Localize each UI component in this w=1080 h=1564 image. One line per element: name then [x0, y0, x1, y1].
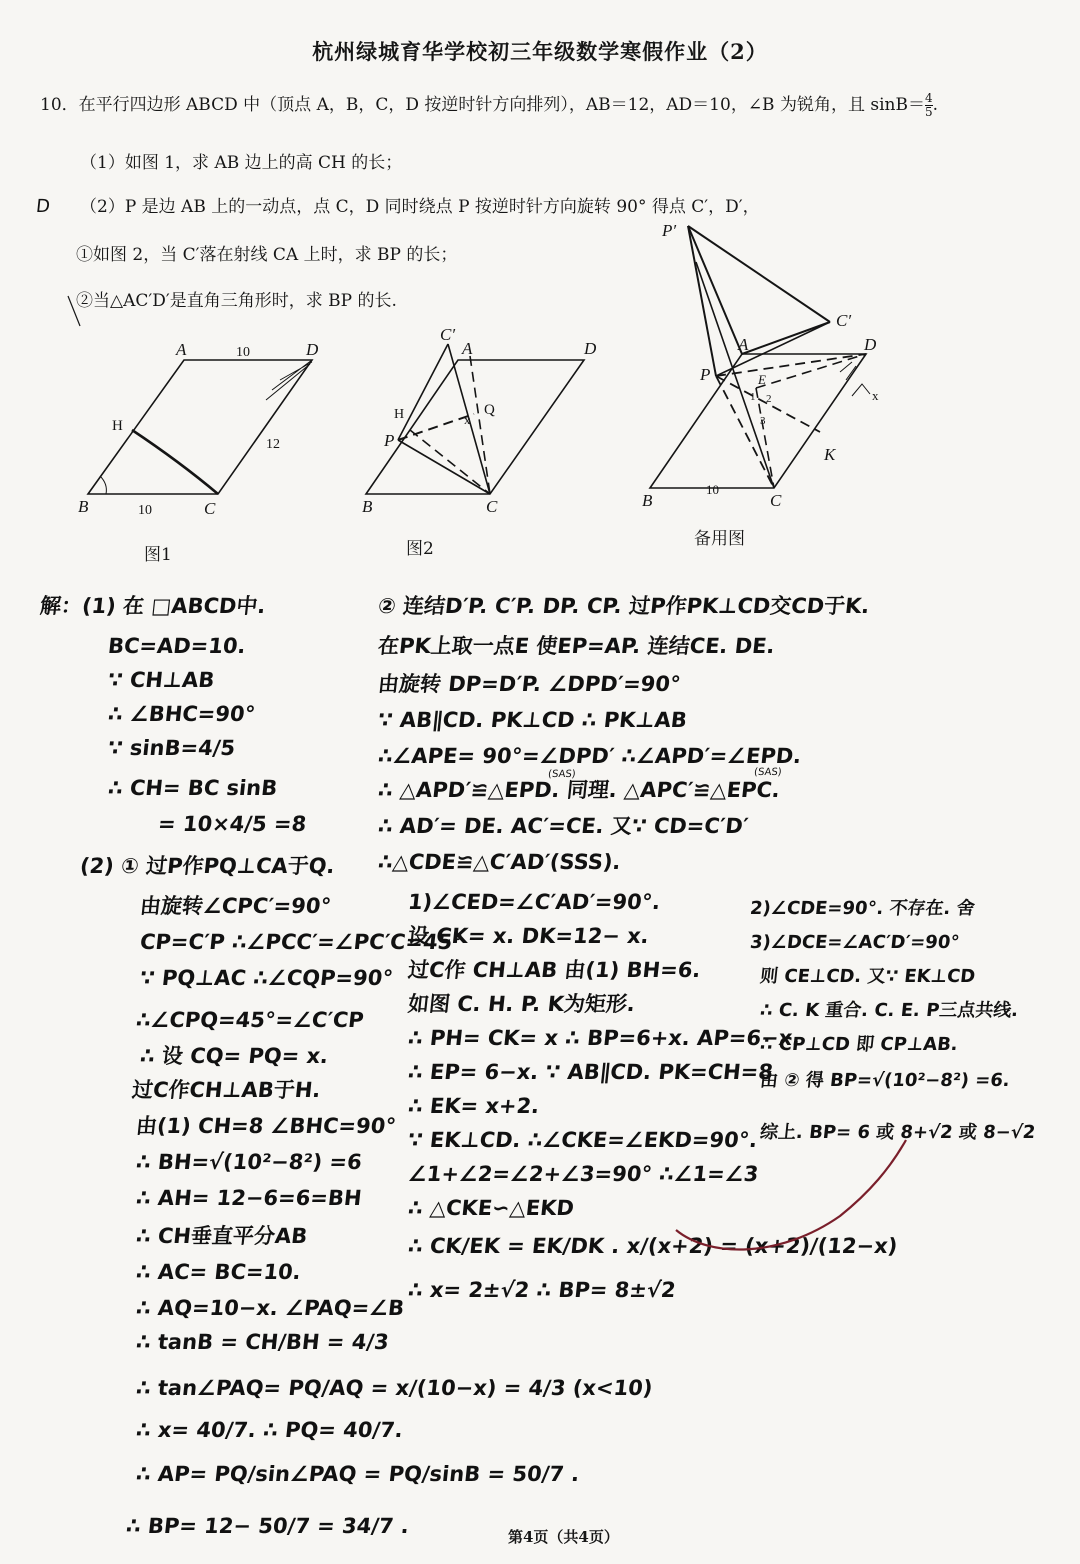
fig3-label-d: D	[864, 335, 877, 354]
sol1-line-2: ∵ CH⊥AB	[106, 668, 216, 692]
fig1-mark-bottom: 10	[138, 503, 152, 518]
fig2-label-c: C	[486, 497, 498, 516]
sol1-line-19: ∴ AQ=10−x. ∠PAQ=∠B	[134, 1296, 406, 1320]
margin-stroke	[68, 296, 80, 326]
fig2-mark-q: Q	[484, 402, 495, 418]
sol2-line-11: 如图 C. H. P. K为矩形.	[406, 992, 637, 1016]
sol2-line-12: ∴ PH= CK= x ∴ BP=6+x. AP=6−x.	[406, 1026, 802, 1050]
fig3-label-p1: P′	[662, 221, 677, 240]
sol2-line-13: ∴ EP= 6−x. ∵ AB∥CD. PK=CH=8	[406, 1060, 775, 1084]
sin-fraction: $\frac{4}{5}$	[924, 91, 933, 119]
sol2-line-6: ∴ AD′= DE. AC′=CE. 又∵ CD=C′D′	[376, 814, 750, 838]
page-title: 杭州绿城育华学校初三年级数学寒假作业（2）	[312, 39, 768, 64]
sol1-line-18: ∴ AC= BC=10.	[134, 1260, 303, 1284]
fig3-mark-bottom: 10	[706, 482, 719, 497]
fig2-parallelogram	[366, 360, 584, 494]
problem-sub-1: ①如图 2，当 C′落在射线 CA 上时，求 BP 的长；	[76, 245, 458, 265]
sol1-line-5: ∴ CH= BC sinB	[106, 776, 279, 800]
fig3-mark-right: x	[872, 388, 879, 403]
sol1-line-6: = 10×4/5 =8	[156, 812, 308, 836]
sol2-line-5: ∴ △APD′≌△EPD. 同理. △APC′≌△EPC.	[376, 778, 782, 802]
sol1-line-21: ∴ tan∠PAQ= PQ/AQ = x/(10−x) = 4/3 (x<10)	[134, 1376, 654, 1400]
sol2-line-8: 1)∠CED=∠C′AD′=90°.	[406, 890, 662, 914]
sol3-line-5: 由 ② 得 BP=√(10²−8²) =6.	[758, 1070, 1011, 1091]
sol2-line-1: 在PK上取一点E 使EP=AP. 连结CE. DE.	[376, 634, 776, 658]
problem-text: 10．在平行四边形 ABCD 中（顶点 A，B，C，D 按逆时针方向排列），AB＝12，AD＝10，∠B 为锐角，且 sinB＝	[40, 95, 925, 115]
fig3-label-k: K	[824, 445, 836, 464]
fig2-line-c1p	[398, 344, 448, 440]
fig1-label-a: A	[176, 340, 187, 359]
fig2-mark-h: H	[394, 407, 405, 422]
sol2-line-4: ∴∠APE= 90°=∠DPD′ ∴∠APD′=∠EPD.	[376, 744, 803, 768]
fig3-label-c: C	[770, 491, 782, 510]
fig2-mark-x: x	[464, 412, 471, 427]
sol2-line-10: 过C作 CH⊥AB 由(1) BH=6.	[406, 958, 702, 982]
sol2-small-mark-1: (SAS)	[547, 769, 577, 780]
fig3-label-a: A	[738, 335, 749, 354]
sol1-line-3: ∴ ∠BHC=90°	[106, 702, 257, 726]
sol3-line-4: ∴ CP⊥CD 即 CP⊥AB.	[758, 1034, 959, 1055]
sol1-line-16: ∴ AH= 12−6=6=BH	[134, 1186, 363, 1210]
fig1-mark-right: 12	[266, 437, 280, 452]
figures-svg	[0, 0, 1080, 580]
sol1-line-10: ∵ PQ⊥AC ∴∠CQP=90°	[138, 966, 395, 990]
fig2-label-a: A	[462, 339, 473, 358]
sol1-line-24: ∴ BP= 12− 50/7 = 34/7 .	[124, 1514, 411, 1538]
fig3-label-p: P	[700, 365, 711, 384]
fig3-num-2: 2	[766, 393, 772, 405]
fig3-label-b: B	[642, 491, 653, 510]
problem-part-1: （1）如图 1，求 AB 边上的高 CH 的长；	[80, 153, 403, 173]
fig2-label-p: P	[384, 431, 395, 450]
sol1-line-22: ∴ x= 40/7. ∴ PQ= 40/7.	[134, 1418, 405, 1442]
fig3-num-1: 1	[750, 391, 756, 403]
fig1-caption: 图1	[144, 545, 172, 565]
sol2-line-14: ∴ EK= x+2.	[406, 1094, 541, 1118]
sol1-line-23: ∴ AP= PQ/sin∠PAQ = PQ/sinB = 50/7 .	[134, 1462, 581, 1486]
sol3-line-0: 2)∠CDE=90°. 不存在. 舍	[748, 898, 976, 919]
fig3-caption: 备用图	[694, 529, 745, 549]
problem-line-1: 10．在平行四边形 ABCD 中（顶点 A，B，C，D 按逆时针方向排列），AB＝12，AD＝10，∠B 为锐角，且 sinB＝ $\frac{4}{5}$ .	[40, 91, 939, 119]
fig2-label-c1: C′	[440, 325, 456, 344]
fig2-dashed-pc	[410, 430, 490, 494]
sol2-line-17: ∴ △CKE∽△EKD	[406, 1196, 576, 1220]
sol2-line-2: 由旋转 DP=D′P. ∠DPD′=90°	[376, 672, 682, 696]
fig1-mark-left: H	[112, 418, 123, 434]
fig3-line-p1p	[688, 226, 716, 376]
fig3-dashed-ed	[756, 354, 866, 388]
fig1-height-ch	[132, 430, 218, 494]
sol1-line-1: BC=AD=10.	[106, 634, 247, 658]
sol1-line-0: 解：(1) 在 □ABCD中.	[38, 594, 267, 618]
fig2-dashed-ca	[470, 356, 490, 494]
red-pen-stroke	[676, 1140, 906, 1250]
sol3-line-2: 则 CE⊥CD. 又∵ EK⊥CD	[758, 966, 977, 987]
fig1-mark-top: 10	[236, 345, 250, 360]
fig1-angle-b	[100, 476, 106, 494]
sol1-line-17: ∴ CH垂直平分AB	[134, 1224, 309, 1248]
sol3-line-1: 3)∠DCE=∠AC′D′=90°	[748, 932, 961, 953]
sol2-line-19: ∴ x= 2±√2 ∴ BP= 8±√2	[406, 1278, 677, 1302]
sol1-line-13: 过C作CH⊥AB于H.	[130, 1078, 322, 1102]
sol1-line-15: ∴ BH=√(10²−8²) =6	[134, 1150, 363, 1174]
problem-sub-2: ②当△AC′D′是直角三角形时，求 BP 的长.	[76, 291, 397, 311]
sol2-line-0: ② 连结D′P. C′P. DP. CP. 过P作PK⊥CD交CD于K.	[376, 594, 871, 618]
sol3-line-3: ∴ C. K 重合. C. E. P三点共线.	[758, 1000, 1020, 1021]
fig2-label-b: B	[362, 497, 373, 516]
red-pen-curve	[670, 1130, 930, 1260]
sol1-line-14: 由(1) CH=8 ∠BHC=90°	[134, 1114, 398, 1138]
sol2-line-7: ∴△CDE≌△C′AD′(SSS).	[376, 850, 622, 874]
fig3-label-e: E	[758, 372, 766, 387]
fig1-label-b: B	[78, 497, 89, 516]
margin-mark: D	[34, 196, 52, 217]
fig1-label-c: C	[204, 499, 216, 518]
fig1-label-d: D	[306, 340, 319, 359]
fig3-line-ac1	[742, 322, 830, 354]
sol2-line-15: ∵ EK⊥CD. ∴∠CKE=∠EKD=90°.	[406, 1128, 759, 1152]
sol1-line-4: ∵ sinB=4/5	[106, 736, 237, 760]
fig2-caption: 图2	[406, 539, 434, 559]
fig2-label-d: D	[584, 339, 597, 358]
sol3-line-6: 综上. BP= 6 或 8+√2 或 8−√2	[758, 1122, 1037, 1143]
problem-part-2: （2）P 是边 AB 上的一动点，点 C，D 同时绕点 P 按逆时针方向旋转 90° 得点 C′，D′，	[80, 197, 760, 217]
fig2-line-pc	[398, 440, 490, 494]
sol1-line-9: CP=C′P ∴∠PCC′=∠PC′C=45°	[138, 930, 465, 954]
sol2-line-3: ∵ AB∥CD. PK⊥CD ∴ PK⊥AB	[376, 708, 689, 732]
sol2-line-18: ∴ CK/EK = EK/DK . x/(x+2) = (x+2)/(12−x)	[406, 1234, 899, 1258]
sol1-line-11: ∴∠CPQ=45°=∠C′CP	[134, 1008, 365, 1032]
page-footer: 第4页（共4页）	[508, 1528, 619, 1546]
sol2-line-16: ∠1+∠2=∠2+∠3=90° ∴∠1=∠3	[406, 1162, 760, 1186]
sol2-small-mark-2: (SAS)	[753, 767, 783, 778]
sol1-line-20: ∴ tanB = CH/BH = 4/3	[134, 1330, 390, 1354]
fig3-label-c1: C′	[836, 311, 852, 330]
sol1-line-12: ∴ 设 CQ= PQ= x.	[138, 1044, 330, 1068]
sol1-line-7: (2) ① 过P作PQ⊥CA于Q.	[78, 854, 336, 878]
fig3-x-mark	[852, 384, 870, 396]
sol2-line-9: 设 CK= x. DK=12− x.	[406, 924, 651, 948]
fig3-num-3: 3	[760, 415, 766, 427]
sol1-line-8: 由旋转∠CPC′=90°	[138, 894, 333, 918]
